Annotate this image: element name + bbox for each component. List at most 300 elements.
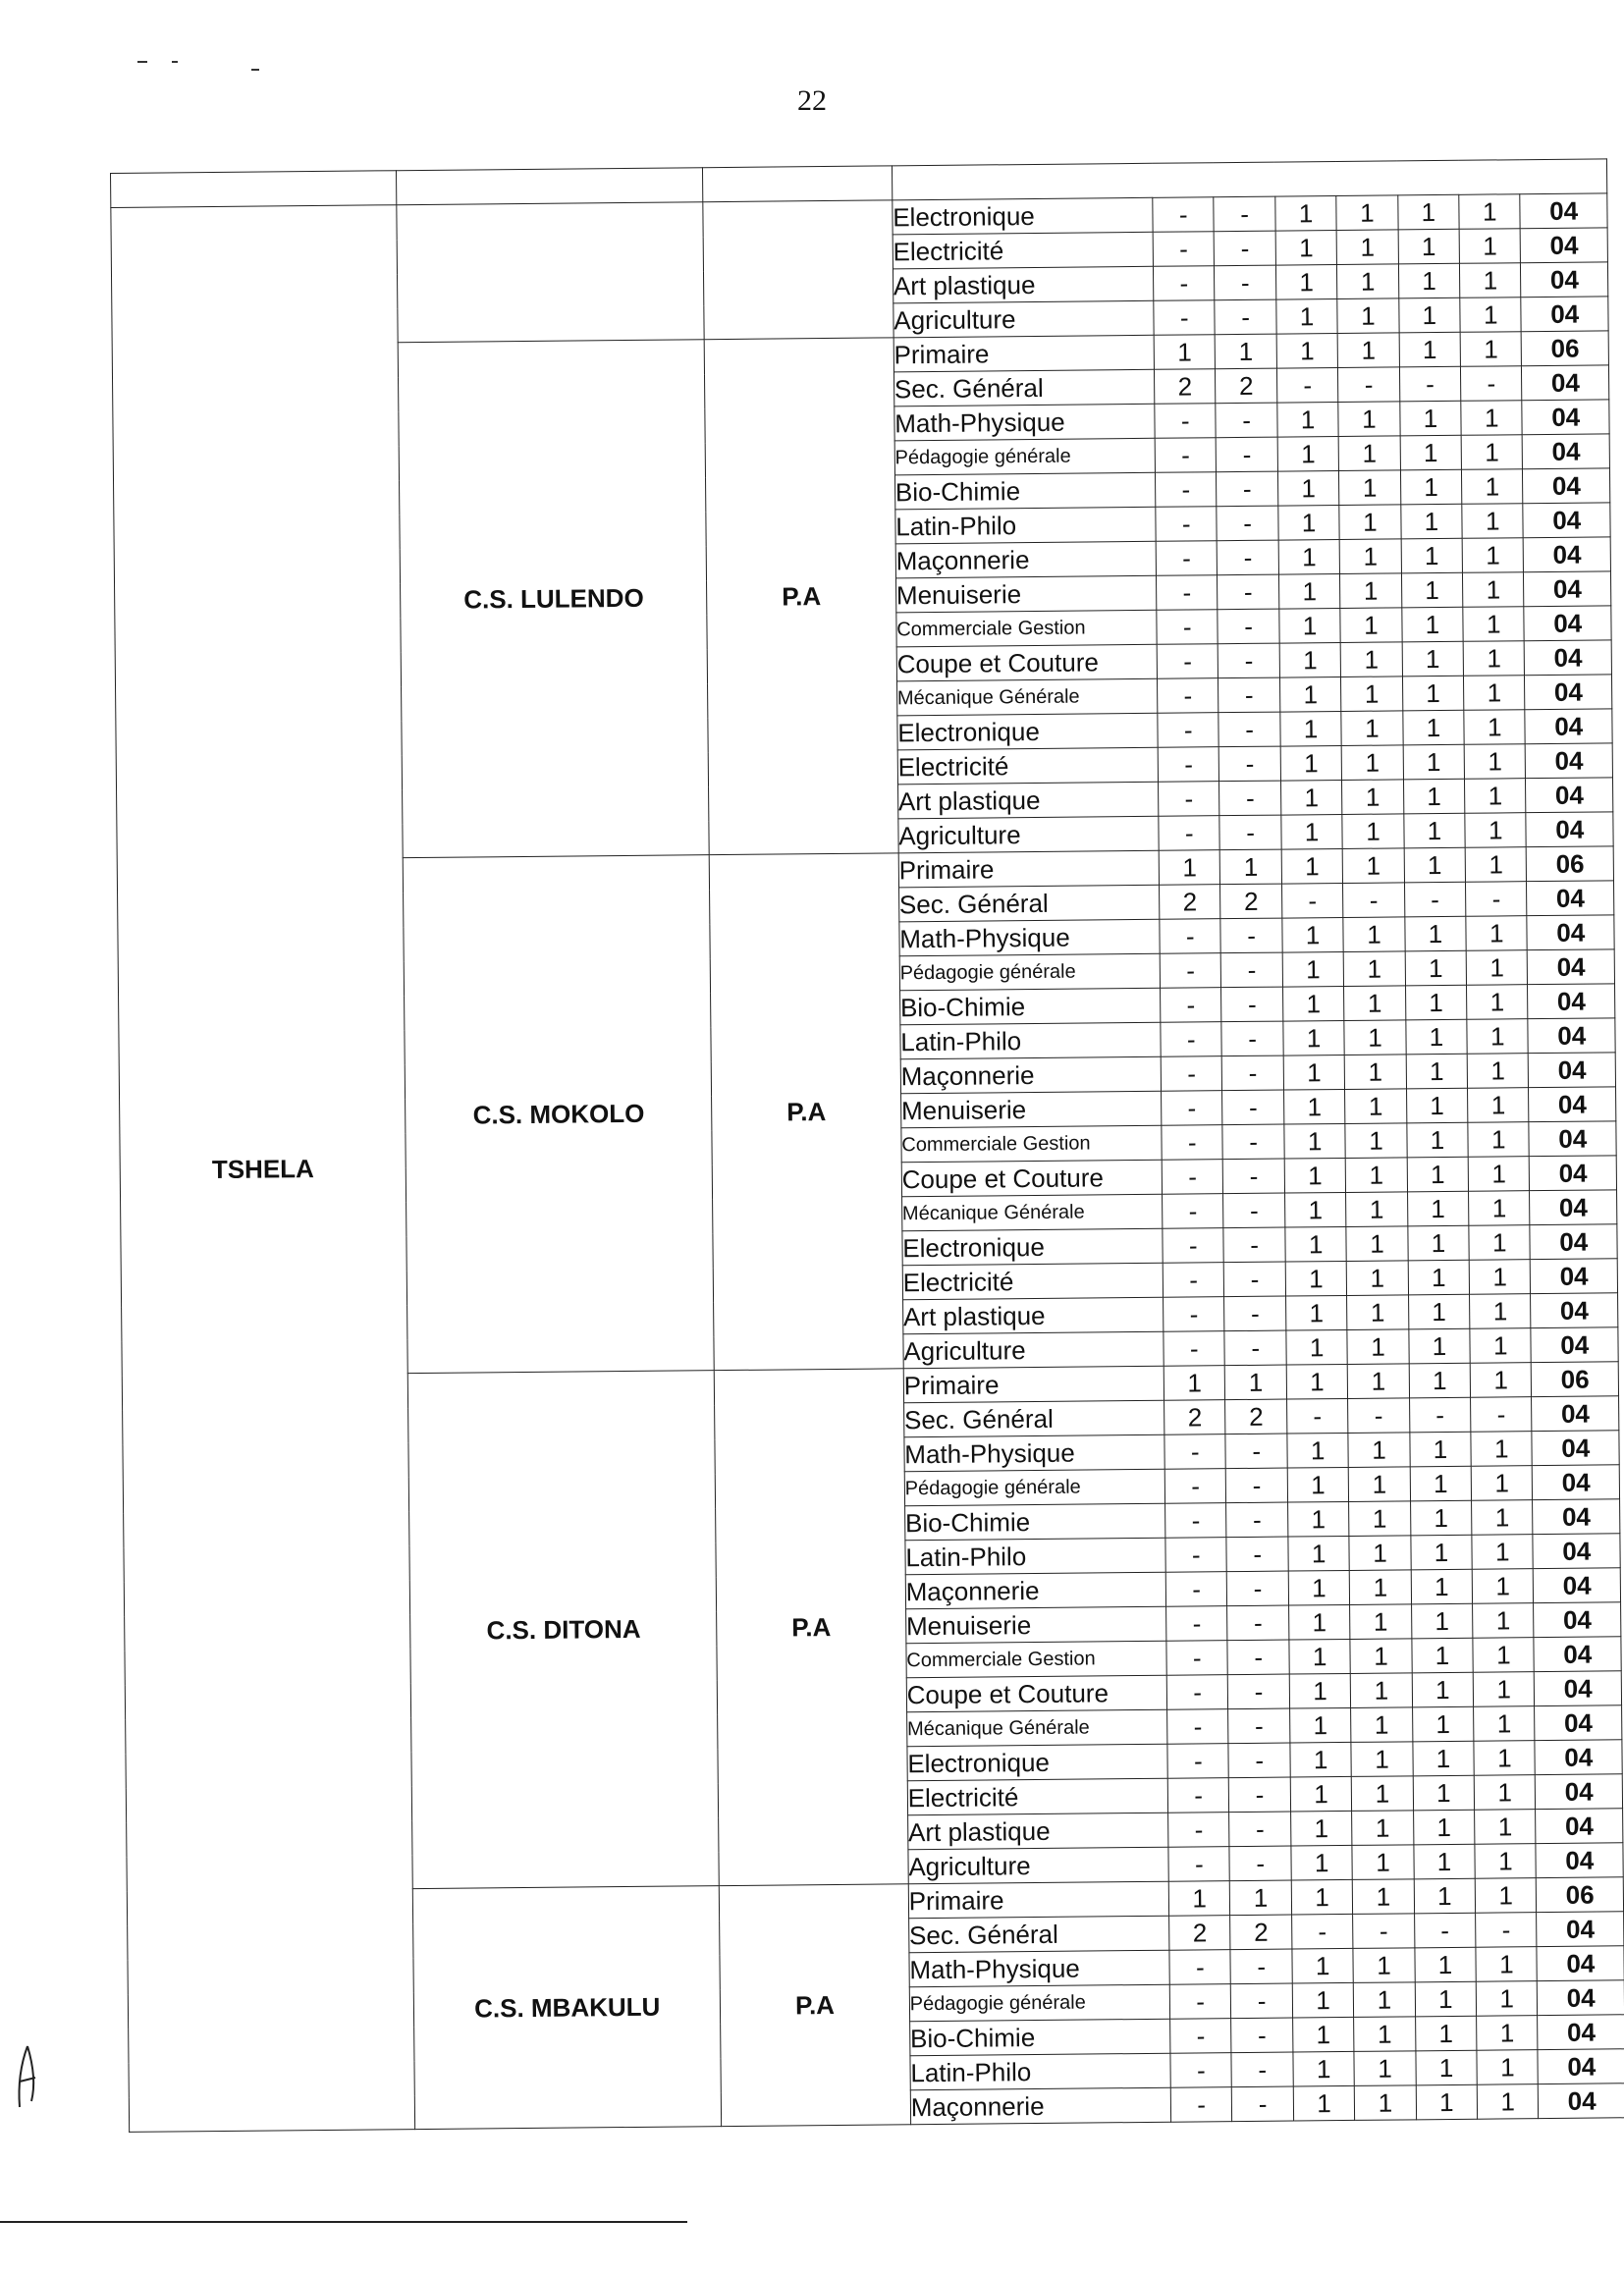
class-count-cell: 1	[1347, 1364, 1409, 1399]
class-count-cell: 2	[1230, 1915, 1292, 1950]
class-count-cell: -	[1218, 609, 1279, 644]
class-count-cell: 1	[1407, 1157, 1469, 1192]
class-count-cell: 1	[1409, 1363, 1471, 1398]
class-count-cell: -	[1226, 1537, 1288, 1572]
class-count-cell: 1	[1401, 607, 1463, 642]
school-name-cell: C.S. MBAKULU	[413, 1886, 722, 2130]
class-count-cell: 1	[1281, 848, 1343, 884]
class-count-cell: -	[1217, 437, 1278, 472]
class-count-cell: -	[1154, 300, 1216, 336]
class-count-cell: 1	[1405, 950, 1467, 986]
option-name-cell: Sec. Général	[903, 1400, 1164, 1437]
class-count-cell: 2	[1169, 1916, 1231, 1951]
total-cell: 04	[1534, 1637, 1621, 1672]
class-count-cell: 1	[1406, 1088, 1468, 1123]
option-name-cell: Agriculture	[908, 1847, 1169, 1884]
class-count-cell: 1	[1471, 1466, 1533, 1501]
total-cell: 04	[1534, 1568, 1621, 1603]
class-count-cell: -	[1223, 1227, 1285, 1263]
class-count-cell: -	[1218, 712, 1280, 747]
class-count-cell: 1	[1412, 1672, 1474, 1707]
total-cell: 04	[1528, 1018, 1615, 1054]
class-count-cell: 1	[1476, 1981, 1538, 2017]
class-count-cell: 1	[1399, 332, 1461, 367]
option-name-cell: Commerciale Gestion	[901, 1125, 1163, 1163]
class-count-cell: 2	[1220, 884, 1282, 919]
class-count-cell: 1	[1467, 1019, 1529, 1055]
class-count-cell: 1	[1460, 298, 1522, 333]
class-count-cell: -	[1167, 1778, 1229, 1813]
class-count-cell: 1	[1408, 1225, 1470, 1261]
class-count-cell: 1	[1340, 608, 1402, 643]
class-count-cell: 1	[1470, 1328, 1532, 1364]
scan-mark	[251, 69, 259, 71]
class-count-cell: 1	[1405, 985, 1467, 1020]
total-cell: 04	[1536, 1843, 1623, 1878]
class-count-cell: 1	[1466, 950, 1528, 986]
class-count-cell: 1	[1286, 1329, 1348, 1365]
class-count-cell: -	[1153, 232, 1215, 267]
total-cell: 04	[1535, 1705, 1622, 1741]
class-count-cell: 1	[1343, 917, 1405, 952]
class-count-cell: 1	[1277, 470, 1339, 506]
class-count-cell: 1	[1352, 1776, 1414, 1812]
class-count-cell: 1	[1413, 1775, 1475, 1811]
territory-cell: TSHELA	[111, 205, 415, 2133]
class-count-cell: 1	[1339, 505, 1401, 540]
total-cell: 04	[1523, 434, 1610, 469]
class-count-cell: 1	[1345, 1158, 1407, 1193]
class-count-cell: 1	[1415, 2016, 1477, 2051]
option-name-cell: Electricité	[907, 1778, 1168, 1815]
class-count-cell: -	[1168, 1813, 1230, 1848]
category-cell: P.A	[705, 338, 898, 855]
class-count-cell: 1	[1282, 951, 1344, 987]
option-name-cell: Electronique	[907, 1744, 1168, 1781]
class-count-cell: 1	[1461, 435, 1523, 470]
class-count-cell: -	[1159, 782, 1220, 817]
option-name-cell: Maçonnerie	[895, 541, 1157, 578]
class-count-cell: 1	[1471, 1432, 1533, 1467]
option-name-cell: Electronique	[902, 1228, 1164, 1266]
class-count-cell: 1	[1154, 335, 1216, 370]
class-count-cell: 1	[1415, 1947, 1477, 1982]
class-count-cell: 1	[1477, 2050, 1539, 2085]
class-count-cell: 1	[1343, 951, 1405, 987]
class-count-cell: 1	[1464, 744, 1526, 780]
class-count-cell: 1	[1467, 985, 1529, 1020]
class-count-cell: 1	[1282, 986, 1344, 1021]
class-count-cell: 1	[1403, 813, 1465, 848]
class-count-cell: 1	[1285, 1226, 1347, 1262]
class-count-cell: -	[1222, 1055, 1284, 1091]
class-count-cell: 1	[1287, 1467, 1349, 1502]
class-count-cell: 1	[1292, 2017, 1354, 2052]
option-name-cell: Pédagogie générale	[894, 438, 1156, 475]
school-name-cell: C.S. LULENDO	[398, 340, 709, 858]
class-count-cell: 1	[1275, 231, 1337, 266]
class-count-cell: 1	[1465, 813, 1527, 848]
option-name-cell: Electricité	[893, 232, 1154, 269]
class-count-cell: 1	[1346, 1192, 1408, 1227]
class-count-cell: 1	[1339, 470, 1401, 506]
class-count-cell: 1	[1408, 1294, 1470, 1329]
class-count-cell: 1	[1402, 676, 1464, 711]
class-count-cell: 1	[1168, 1881, 1230, 1917]
class-count-cell: -	[1220, 918, 1282, 953]
class-count-cell: 1	[1462, 504, 1524, 539]
option-name-cell: Bio-Chimie	[899, 988, 1161, 1025]
school-name-cell	[397, 202, 704, 343]
class-count-cell: 1	[1411, 1603, 1473, 1639]
class-count-cell: 1	[1468, 1088, 1530, 1123]
class-count-cell: -	[1218, 643, 1280, 678]
class-count-cell: -	[1155, 404, 1217, 439]
class-count-cell: 1	[1351, 1707, 1413, 1743]
class-count-cell: -	[1166, 1675, 1228, 1710]
class-count-cell: -	[1217, 471, 1278, 507]
class-count-cell: 1	[1341, 711, 1403, 746]
option-name-cell: Agriculture	[903, 1331, 1164, 1369]
class-count-cell: -	[1224, 1262, 1286, 1297]
class-count-cell: 1	[1289, 1673, 1351, 1708]
class-count-cell: -	[1218, 574, 1279, 610]
total-cell: 04	[1521, 262, 1608, 298]
class-count-cell: 1	[1345, 1089, 1407, 1124]
total-cell: 04	[1526, 743, 1613, 779]
total-cell: 04	[1527, 915, 1614, 950]
class-count-cell: 1	[1402, 710, 1464, 745]
class-count-cell: 1	[1353, 1948, 1415, 1983]
class-count-cell: 1	[1337, 333, 1399, 368]
total-cell: 04	[1522, 400, 1609, 435]
header-cell	[111, 171, 398, 208]
option-name-cell: Primaire	[903, 1366, 1164, 1403]
class-count-cell: 2	[1225, 1399, 1287, 1434]
option-name-cell: Art plastique	[897, 782, 1159, 819]
class-count-cell: -	[1157, 575, 1218, 611]
class-count-cell: -	[1219, 781, 1281, 816]
scan-mark	[137, 61, 147, 63]
class-count-cell: -	[1227, 1640, 1289, 1675]
class-count-cell: 1	[1462, 538, 1524, 573]
class-count-cell: 1	[1278, 539, 1340, 574]
class-count-cell: 1	[1350, 1604, 1412, 1640]
class-count-cell: 1	[1405, 916, 1467, 951]
class-count-cell: 1	[1461, 401, 1523, 436]
class-count-cell: 1	[1397, 194, 1459, 230]
option-name-cell: Art plastique	[907, 1813, 1168, 1850]
total-cell: 04	[1529, 1053, 1616, 1088]
class-count-cell: 1	[1398, 229, 1460, 264]
class-count-cell: 1	[1473, 1672, 1535, 1707]
class-count-cell: -	[1215, 299, 1276, 335]
class-count-cell: -	[1158, 747, 1219, 783]
class-count-cell: -	[1162, 1160, 1223, 1195]
class-count-cell: -	[1169, 1950, 1231, 1985]
category-cell: P.A	[710, 853, 903, 1371]
total-cell: 04	[1533, 1534, 1620, 1569]
option-name-cell: Mécanique Générale	[901, 1194, 1163, 1231]
class-count-cell: -	[1343, 883, 1405, 918]
class-count-cell: 1	[1414, 1844, 1476, 1879]
total-cell: 04	[1528, 984, 1615, 1019]
class-count-cell: 1	[1406, 1054, 1468, 1089]
class-count-cell: 1	[1293, 2051, 1355, 2086]
class-count-cell: 1	[1400, 469, 1462, 505]
total-cell: 04	[1530, 1190, 1617, 1225]
total-cell: 06	[1527, 846, 1614, 882]
class-count-cell: 1	[1290, 1776, 1352, 1812]
option-name-cell: Menuiserie	[900, 1091, 1162, 1128]
class-count-cell: -	[1409, 1397, 1471, 1433]
class-count-cell: 1	[1225, 1365, 1287, 1400]
class-count-cell: -	[1164, 1469, 1226, 1504]
class-count-cell: -	[1229, 1846, 1291, 1881]
class-count-cell: 1	[1398, 263, 1460, 298]
class-count-cell: 1	[1216, 334, 1277, 369]
option-name-cell: Coupe et Couture	[906, 1675, 1167, 1712]
class-count-cell: 1	[1275, 265, 1337, 300]
total-cell: 04	[1529, 1121, 1616, 1157]
class-count-cell: -	[1291, 1914, 1353, 1949]
class-count-cell: -	[1471, 1397, 1533, 1433]
class-count-cell: -	[1227, 1605, 1289, 1641]
class-count-cell: 1	[1340, 642, 1402, 677]
school-name-cell: C.S. DITONA	[408, 1371, 720, 1889]
class-count-cell: 1	[1336, 230, 1398, 265]
class-count-cell: 1	[1344, 1020, 1406, 1055]
total-cell: 04	[1521, 228, 1608, 263]
class-count-cell: 1	[1415, 1981, 1477, 2017]
category-cell	[703, 200, 893, 340]
total-cell: 04	[1523, 468, 1610, 504]
class-count-cell: 1	[1230, 1880, 1292, 1916]
class-count-cell: 1	[1346, 1261, 1408, 1296]
class-count-cell: -	[1221, 987, 1283, 1022]
class-count-cell: -	[1163, 1263, 1224, 1298]
class-count-cell: 1	[1280, 780, 1342, 815]
option-name-cell: Math-Physique	[904, 1434, 1165, 1472]
class-count-cell: -	[1226, 1468, 1288, 1503]
class-count-cell: -	[1166, 1641, 1228, 1676]
class-count-cell: -	[1166, 1606, 1228, 1642]
class-count-cell: -	[1217, 506, 1278, 541]
option-name-cell: Art plastique	[893, 266, 1154, 303]
class-count-cell: 1	[1341, 676, 1403, 712]
option-name-cell: Bio-Chimie	[909, 2019, 1170, 2056]
class-count-cell: 1	[1400, 435, 1462, 470]
total-cell: 04	[1536, 1774, 1623, 1810]
total-cell: 04	[1538, 2015, 1624, 2050]
class-count-cell: -	[1157, 610, 1218, 645]
total-cell: 04	[1521, 297, 1608, 332]
class-count-cell: -	[1231, 1983, 1293, 2019]
class-count-cell: 1	[1285, 1261, 1347, 1296]
total-cell: 04	[1528, 949, 1615, 985]
class-count-cell: 1	[1278, 573, 1340, 609]
class-count-cell: 1	[1275, 196, 1337, 232]
class-count-cell: -	[1218, 540, 1279, 575]
option-name-cell: Maçonnerie	[900, 1056, 1162, 1094]
class-count-cell: 1	[1348, 1433, 1410, 1468]
class-count-cell: 1	[1401, 538, 1463, 573]
class-count-cell: -	[1232, 2086, 1294, 2122]
total-cell: 04	[1534, 1602, 1621, 1638]
class-count-cell: -	[1161, 1022, 1222, 1057]
option-name-cell: Latin-Philo	[900, 1022, 1162, 1059]
option-name-cell: Bio-Chimie	[894, 472, 1156, 510]
total-cell: 04	[1535, 1740, 1622, 1775]
class-count-cell: 1	[1348, 1467, 1410, 1502]
class-count-cell: -	[1476, 1913, 1538, 1948]
class-count-cell: -	[1338, 367, 1400, 403]
option-name-cell: Electronique	[897, 713, 1159, 750]
class-count-cell: 1	[1164, 1366, 1225, 1401]
total-cell: 06	[1522, 331, 1609, 366]
class-count-cell: 1	[1352, 1811, 1414, 1846]
scan-mark	[172, 61, 178, 63]
class-count-cell: -	[1219, 746, 1281, 782]
class-count-cell: 1	[1414, 1878, 1476, 1914]
class-count-cell: 1	[1290, 1811, 1352, 1846]
total-cell: 04	[1525, 675, 1612, 710]
class-count-cell: -	[1224, 1330, 1286, 1366]
class-count-cell: 1	[1292, 1982, 1354, 2018]
total-cell: 04	[1536, 1809, 1623, 1844]
class-count-cell: -	[1218, 677, 1280, 713]
class-count-cell: -	[1216, 403, 1277, 438]
class-count-cell: -	[1223, 1159, 1285, 1194]
class-count-cell: 1	[1337, 264, 1399, 299]
class-count-cell: 1	[1466, 916, 1528, 951]
option-name-cell: Art plastique	[902, 1297, 1164, 1334]
class-count-cell: -	[1156, 472, 1218, 508]
class-count-cell: 1	[1288, 1570, 1350, 1605]
option-name-cell: Pédagogie générale	[909, 1984, 1170, 2022]
total-cell: 04	[1520, 193, 1607, 229]
class-count-cell: -	[1281, 883, 1343, 918]
category-cell: P.A	[715, 1369, 908, 1886]
class-count-cell: 1	[1287, 1501, 1349, 1537]
class-count-cell: 1	[1463, 572, 1525, 608]
class-count-cell: -	[1353, 1914, 1415, 1949]
class-count-cell: -	[1164, 1297, 1225, 1332]
class-count-cell: -	[1162, 1091, 1223, 1126]
total-cell: 04	[1538, 2049, 1624, 2084]
total-cell: 04	[1524, 606, 1611, 641]
class-count-cell: 1	[1289, 1639, 1351, 1674]
total-cell: 04	[1531, 1259, 1618, 1294]
class-count-cell: 1	[1342, 780, 1404, 815]
class-count-cell: 1	[1477, 2084, 1539, 2120]
class-count-cell: 1	[1475, 1878, 1537, 1914]
class-count-cell: 1	[1462, 469, 1524, 505]
class-count-cell: 1	[1338, 402, 1400, 437]
class-count-cell: 1	[1413, 1741, 1475, 1776]
class-count-cell: -	[1228, 1674, 1290, 1709]
option-name-cell: Maçonnerie	[905, 1572, 1166, 1609]
class-count-cell: 1	[1347, 1329, 1409, 1365]
class-count-cell: 1	[1476, 1947, 1538, 1982]
class-count-cell: 1	[1344, 986, 1406, 1021]
school-name-cell: C.S. MOKOLO	[403, 855, 714, 1374]
class-count-cell: 1	[1459, 194, 1521, 230]
option-name-cell: Electronique	[893, 197, 1154, 235]
class-count-cell: 1	[1469, 1260, 1531, 1295]
total-cell: 04	[1538, 1980, 1624, 2016]
class-count-cell: 1	[1472, 1535, 1534, 1570]
total-cell: 04	[1531, 1293, 1618, 1328]
option-name-cell: Agriculture	[898, 816, 1160, 853]
class-count-cell: 1	[1355, 2085, 1417, 2121]
option-name-cell: Commerciale Gestion	[896, 610, 1158, 647]
class-count-cell: -	[1156, 507, 1218, 542]
class-count-cell: 1	[1467, 1054, 1529, 1089]
class-count-cell: -	[1228, 1743, 1290, 1778]
header-cell	[703, 166, 893, 202]
class-count-cell: 1	[1342, 814, 1404, 849]
class-count-cell: 1	[1276, 299, 1338, 335]
option-name-cell: Math-Physique	[909, 1950, 1170, 1987]
class-count-cell: 1	[1470, 1294, 1532, 1329]
class-count-cell: -	[1461, 366, 1523, 402]
class-count-cell: 1	[1465, 847, 1527, 883]
class-count-cell: 1	[1412, 1638, 1474, 1673]
class-count-cell: 1	[1470, 1363, 1532, 1398]
class-count-cell: 1	[1276, 334, 1338, 369]
class-count-cell: 1	[1473, 1603, 1535, 1639]
class-count-cell: 1	[1403, 779, 1465, 814]
class-count-cell: -	[1161, 988, 1222, 1023]
class-count-cell: -	[1165, 1538, 1227, 1573]
class-count-cell: 1	[1289, 1707, 1351, 1743]
class-count-cell: 1	[1474, 1706, 1536, 1742]
class-count-cell: -	[1215, 265, 1276, 300]
class-count-cell: -	[1276, 368, 1338, 404]
class-count-cell: -	[1165, 1503, 1227, 1539]
class-count-cell: 1	[1403, 744, 1465, 780]
class-count-cell: -	[1170, 2053, 1232, 2088]
total-cell: 04	[1525, 709, 1612, 744]
class-count-cell: -	[1221, 1021, 1283, 1056]
class-count-cell: 1	[1283, 1020, 1345, 1055]
footer-rule	[0, 2221, 687, 2223]
class-count-cell: 1	[1338, 436, 1400, 471]
class-count-cell: -	[1160, 919, 1221, 954]
class-count-cell: 1	[1352, 1845, 1414, 1880]
signature-mark	[14, 2042, 43, 2111]
class-count-cell: 1	[1344, 1055, 1406, 1090]
option-name-cell: Bio-Chimie	[904, 1503, 1165, 1541]
option-name-cell: Electricité	[897, 747, 1159, 785]
class-count-cell: 2	[1160, 885, 1221, 920]
total-cell: 04	[1525, 640, 1612, 676]
total-cell: 04	[1524, 571, 1611, 607]
class-count-cell: -	[1161, 1056, 1222, 1092]
class-count-cell: 1	[1353, 1879, 1415, 1915]
class-count-cell: -	[1158, 678, 1219, 714]
total-cell: 04	[1533, 1465, 1620, 1500]
class-count-cell: -	[1158, 713, 1219, 748]
class-count-cell: -	[1215, 231, 1276, 266]
total-cell: 06	[1537, 1877, 1624, 1913]
class-count-cell: 1	[1475, 1810, 1537, 1845]
total-cell: 04	[1527, 881, 1614, 916]
category-cell: P.A	[720, 1884, 911, 2127]
class-count-cell: -	[1157, 644, 1218, 679]
class-count-cell: 1	[1472, 1500, 1534, 1536]
